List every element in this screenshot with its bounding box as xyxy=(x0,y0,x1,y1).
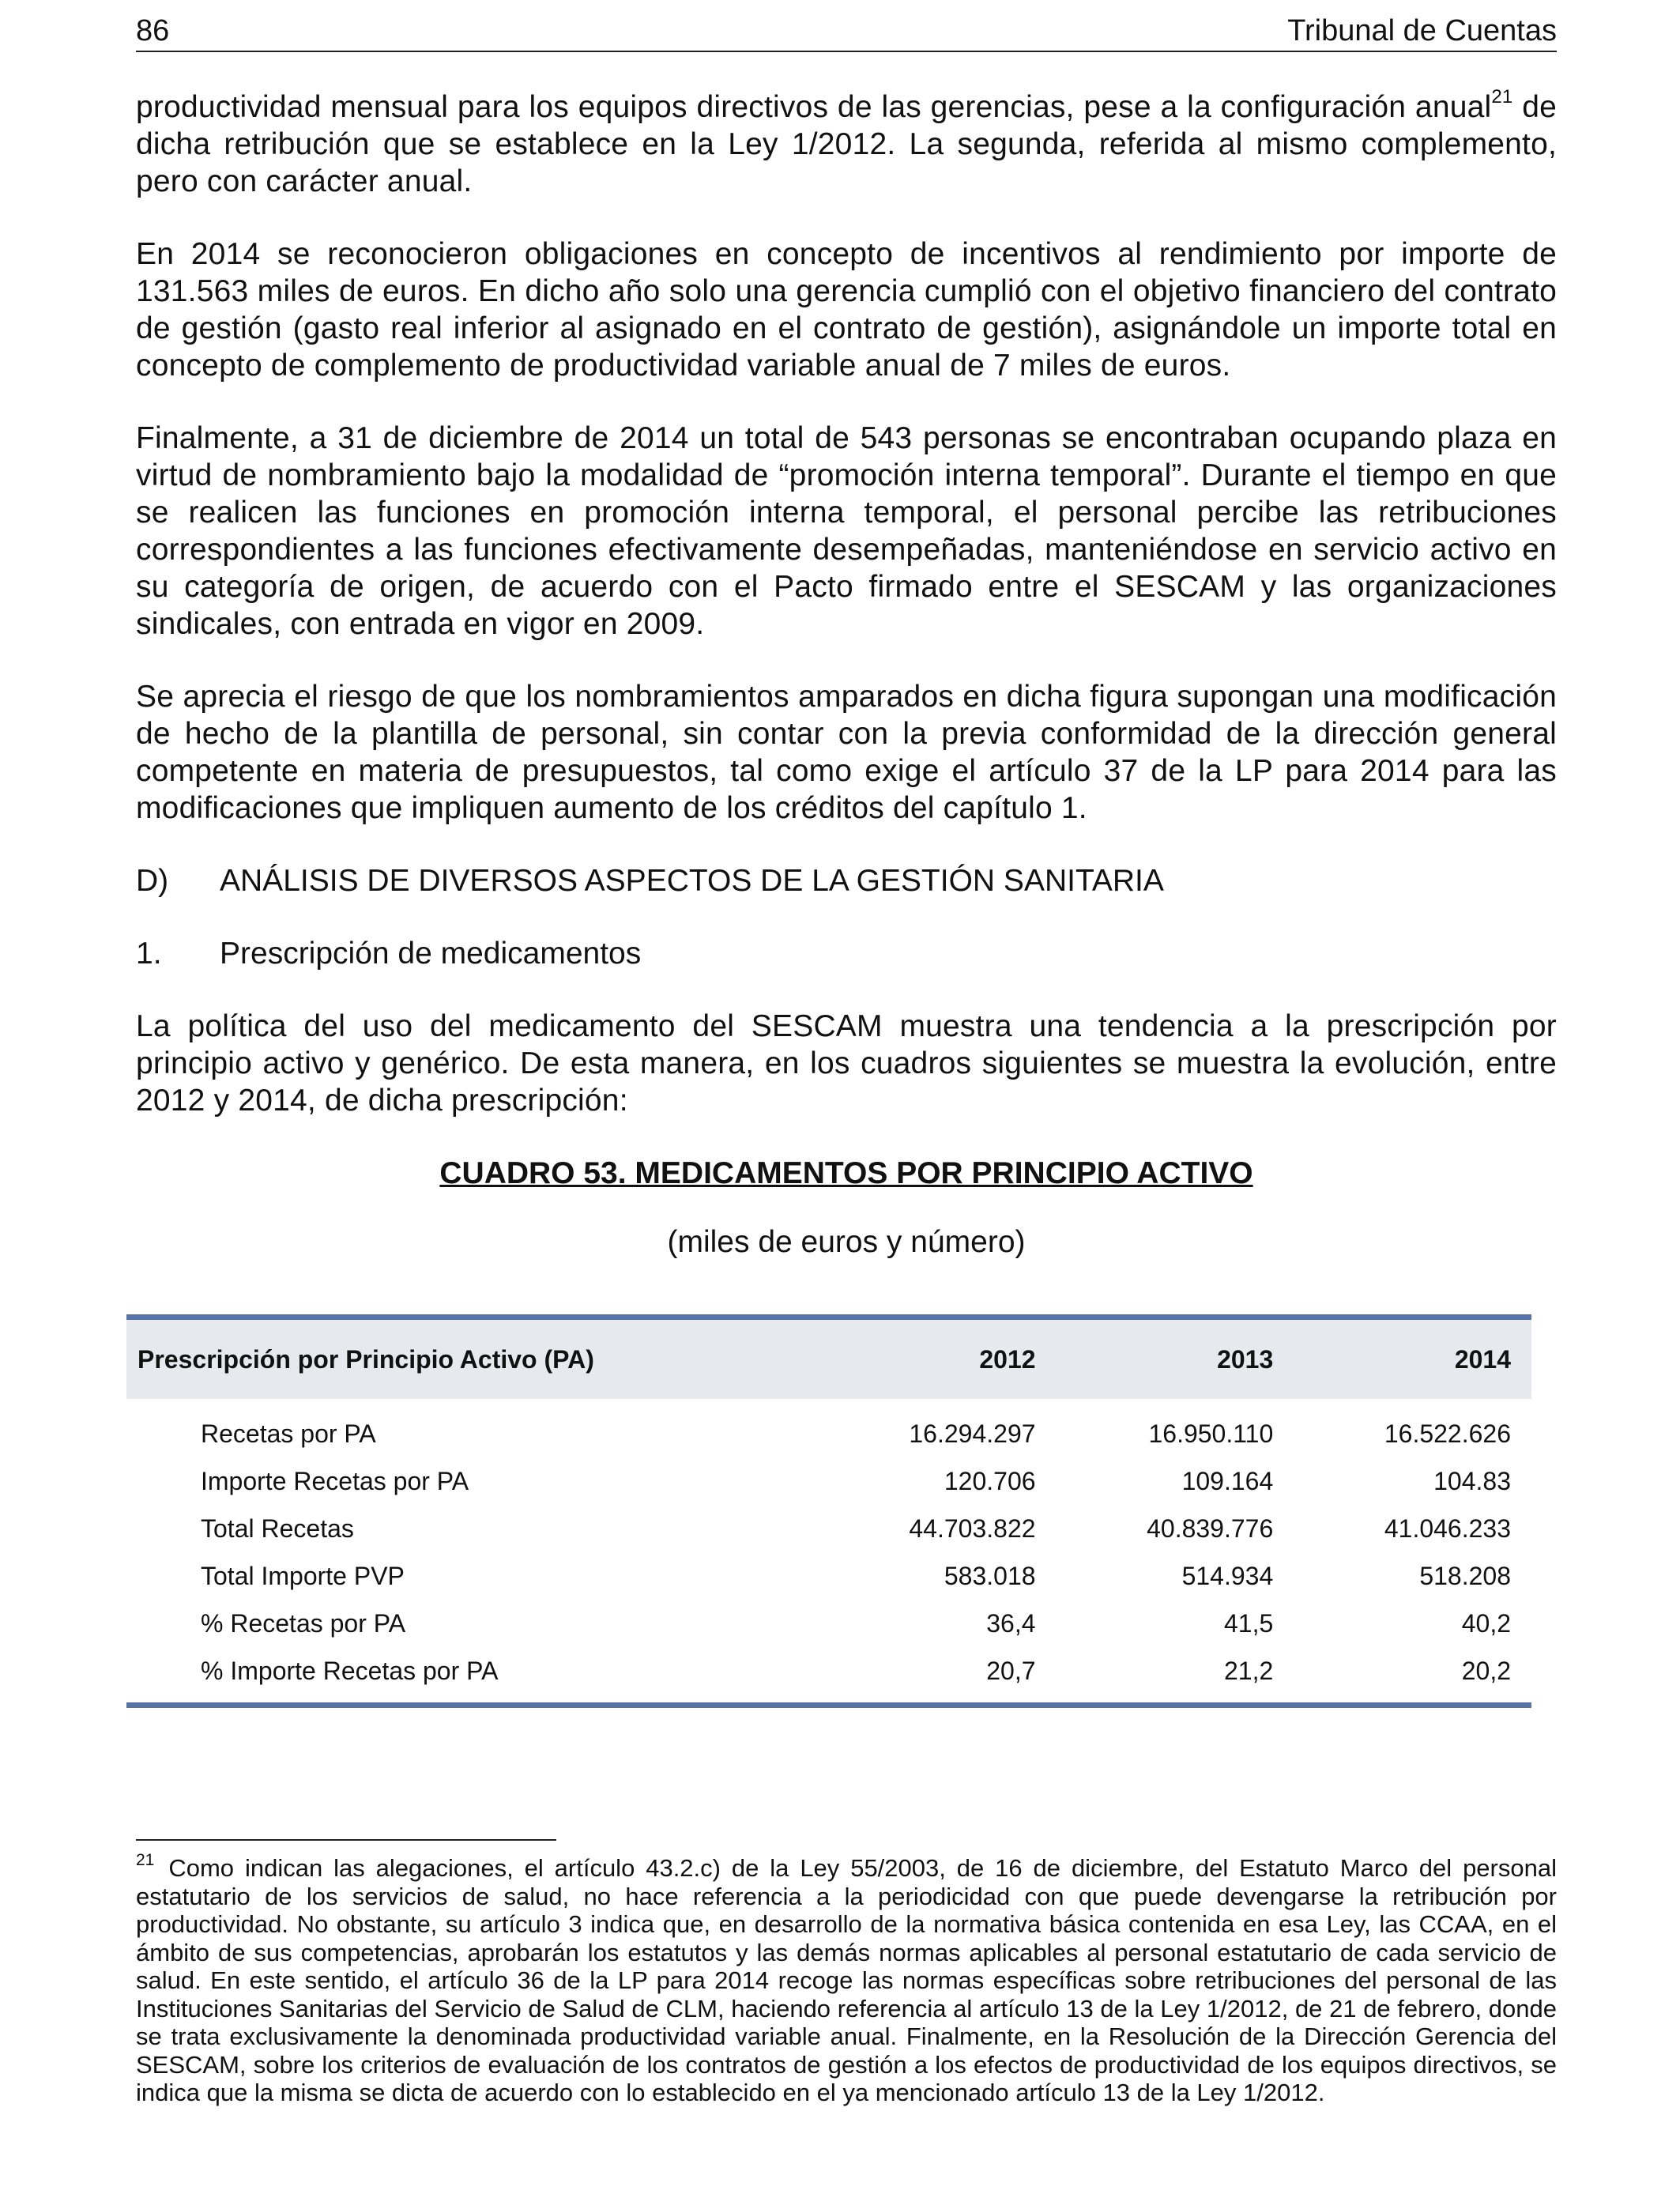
row-label: Importe Recetas por PA xyxy=(201,1466,469,1495)
table-cell: 41.046.233 xyxy=(1384,1514,1511,1543)
column-header: 2012 xyxy=(819,1318,1057,1400)
table-row xyxy=(126,1600,1531,1647)
footnote-text: Como indican las alegaciones, el artículo 43.2.c) de la Ley 55/2003, de 16 de diciembre, del Estatuto Marco del personal estatutario de los servicios de salud, no hace referencia a la periodicidad con que puede devengarse la retribución por productividad. No obstante, su artículo 3 indica que, en desarrollo de la normativa básica contenida en esa Ley, las CCAA, en el ámbito de sus competencias, aprobarán los estatutos y las demás normas aplicables al personal estatutario de cada servicio de salud. En este sentido, el artículo 36 de la LP para 2014 recoge las normas específicas sobre retribuciones del personal de las Instituciones Sanitarias del Servicio de Salud de CLM, haciendo referencia al artículo 13 de la Ley 1/2012, de 21 de febrero, donde se trata exclusivamente la denominada productividad variable anual. Finalmente, en la Resolución de la Dirección Gerencia del SESCAM, sobre los criterios de evaluación de los contratos de gestión a los efectos de productividad de los equipos directivos, se indica que la misma se dicta de acuerdo con lo establecido en el ya mencionado artículo 13 de la Ley 1/2012. xyxy=(136,1854,1557,2106)
row-label: Total Recetas xyxy=(201,1514,354,1543)
paragraph-internal-promotion: Finalmente, a 31 de diciembre de 2014 un total de 543 personas se encontraban ocupando plaza en virtud de nombramiento bajo la modalidad de “promoción interna temporal”. Durante el tiempo en que se realicen las funciones en promoción interna temporal, el personal percibe las retribuciones correspondientes a las funciones efectivamente desempeñadas, manteniéndose en servicio activo en su categoría de origen, de acuerdo con el Pacto firmado entre el SESCAM y las organizaciones sindicales, con entrada en vigor en 2009. xyxy=(136,421,1557,641)
paragraph-incentives: En 2014 se reconocieron obligaciones en concepto de incentivos al rendimiento por importe de 131.563 miles de euros. En dicho año solo una gerencia cumplió con el objetivo financiero del contrato de gestión (gasto real inferior al asignado en el contrato de gestión), asignándole un importe total en concepto de complemento de productividad variable anual de 7 miles de euros. xyxy=(136,237,1557,383)
medications-table xyxy=(126,1314,1531,1708)
table-cell: 16.950.110 xyxy=(1148,1419,1274,1448)
footnote-number: 21 xyxy=(136,1851,155,1869)
subsection-heading xyxy=(136,935,1557,972)
subsection-title: Prescripción de medicamentos xyxy=(220,937,642,971)
paragraph-medication-policy: La política del uso del medicamento del SESCAM muestra una tendencia a la prescripción por principio activo y genérico. De esta manera, en los cuadros siguientes se muestra la evolución, entre 2012 y 2014, de dicha prescripción: xyxy=(136,1009,1557,1118)
paragraph-productivity: productividad mensual para los equipos directivos de las gerencias, pese a la configuración anual$^{21}$ de dicha retribución que se establece en la Ley 1/2012. La segunda, referida al mismo complemento, pero con carácter anual. xyxy=(136,86,1557,198)
table-cell: 20,2 xyxy=(1294,1647,1531,1706)
table-cell: 120.706 xyxy=(944,1466,1036,1495)
footnote xyxy=(136,1851,1557,2107)
table-cell: 16.294.297 xyxy=(909,1419,1036,1448)
table-cell: 36,4 xyxy=(986,1608,1036,1638)
table-row xyxy=(126,1505,1531,1552)
column-header: Prescripción por Principio Activo (PA) xyxy=(126,1318,819,1400)
column-header: 2013 xyxy=(1057,1318,1294,1400)
page-content xyxy=(136,86,1557,1708)
table-cell: 40.839.776 xyxy=(1147,1514,1274,1543)
table-subtitle: (miles de euros y número) xyxy=(667,1225,1026,1259)
table-cell: 20,7 xyxy=(819,1647,1057,1706)
row-label: Total Importe PVP xyxy=(201,1561,405,1590)
table-cell: 518.208 xyxy=(1419,1561,1511,1590)
paragraph-risk: Se aprecia el riesgo de que los nombramientos amparados en dicha figura supongan una modificación de hecho de la plantilla de personal, sin contar con la previa conformidad de la dirección general competente en materia de presupuestos, tal como exige el artículo 37 de la LP para 2014 para las modificaciones que impliquen aumento de los créditos del capítulo 1. xyxy=(136,680,1557,825)
table-cell: 21,2 xyxy=(1057,1647,1294,1706)
footnote-separator xyxy=(136,1839,556,1841)
footnote-reference[interactable]: 21 xyxy=(1491,86,1513,107)
table-title: CUADRO 53. MEDICAMENTOS POR PRINCIPIO ACTIVO xyxy=(439,1156,1253,1190)
row-label: % Recetas por PA xyxy=(201,1608,406,1638)
section-title: ANÁLISIS DE DIVERSOS ASPECTOS DE LA GESTIÓN SANITARIA xyxy=(220,864,1164,898)
table-header-row xyxy=(126,1318,1531,1400)
table-row xyxy=(126,1552,1531,1600)
table-cell: 104.83 xyxy=(1433,1466,1511,1495)
table-cell: 514.934 xyxy=(1181,1561,1274,1590)
row-label: Recetas por PA xyxy=(201,1419,376,1448)
table-cell: 41,5 xyxy=(1223,1608,1274,1638)
table-cell: 16.522.626 xyxy=(1384,1419,1511,1448)
header-title: Tribunal de Cuentas xyxy=(1287,14,1557,47)
column-header: 2014 xyxy=(1294,1318,1531,1400)
table-row xyxy=(126,1457,1531,1505)
subsection-number: 1. xyxy=(136,937,162,971)
table-cell: 44.703.822 xyxy=(909,1514,1036,1543)
row-label: % Importe Recetas por PA xyxy=(126,1647,819,1706)
page-number: 86 xyxy=(136,14,170,47)
section-heading xyxy=(136,862,1557,899)
section-number: D) xyxy=(136,864,169,898)
table-cell: 583.018 xyxy=(944,1561,1036,1590)
table-row xyxy=(126,1400,1531,1457)
table-cell: 40,2 xyxy=(1461,1608,1511,1638)
table-cell: 109.164 xyxy=(1181,1466,1274,1495)
page-header xyxy=(136,11,1557,52)
table-row xyxy=(126,1647,1531,1706)
